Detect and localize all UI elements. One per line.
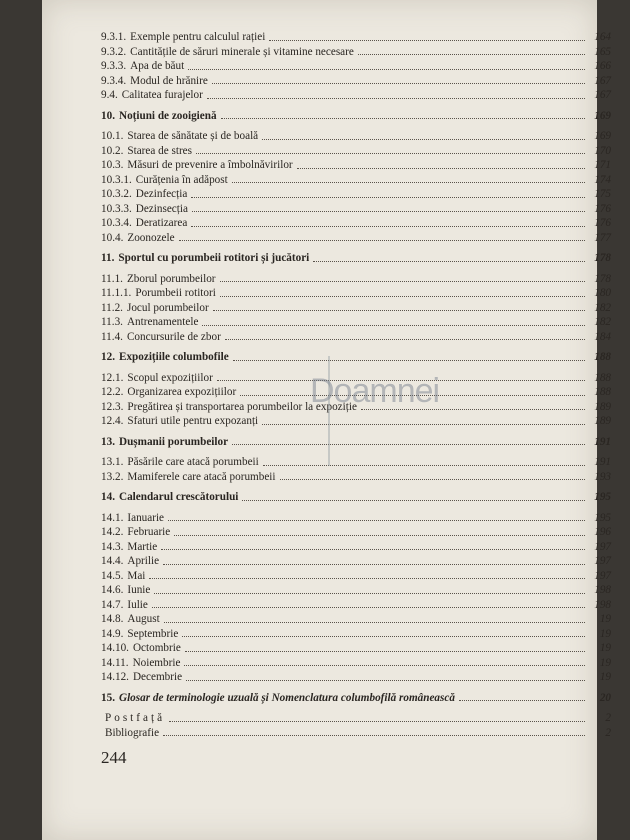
dot-leader bbox=[220, 281, 585, 282]
entry-page-number: 197 bbox=[594, 540, 611, 553]
entry-page-number: 184 bbox=[594, 330, 611, 343]
entry-title: Starea de stres bbox=[127, 144, 192, 157]
toc-entry bbox=[101, 470, 611, 485]
entry-title: Octombrie bbox=[132, 642, 181, 654]
toc-entry bbox=[101, 74, 611, 89]
entry-title: Exemple pentru calculul rației bbox=[130, 31, 266, 43]
entry-number: 12.2. bbox=[101, 386, 124, 398]
entry-page-number: 188 bbox=[594, 371, 611, 384]
entry-number: 13. bbox=[101, 435, 115, 448]
entry-title: Măsuri de prevenire a îmbolnăvirilor bbox=[127, 159, 293, 171]
entry-number: 14. bbox=[101, 491, 115, 503]
entry-number: 14.4. bbox=[101, 555, 124, 567]
entry-number: 9.4. bbox=[101, 89, 118, 101]
entry-page-number: 167 bbox=[594, 74, 611, 87]
entry-page-number: 2 bbox=[605, 726, 611, 739]
toc-entry bbox=[101, 144, 611, 159]
entry-number: 14.12. bbox=[101, 671, 129, 683]
toc-entry bbox=[101, 554, 611, 569]
entry-number: 10.1. bbox=[101, 130, 124, 142]
entry-number: 10.3. bbox=[101, 159, 124, 171]
entry-number: 9.3.4. bbox=[101, 74, 127, 87]
entry-title: Postfață bbox=[105, 712, 166, 724]
toc-entry bbox=[101, 455, 611, 470]
entry-title: Bibliografie bbox=[105, 726, 160, 739]
entry-page-number: 167 bbox=[594, 89, 611, 101]
entry-number: 10.3.1. bbox=[101, 173, 132, 186]
toc-entry bbox=[101, 711, 611, 726]
entry-title: Dușmanii porumbeilor bbox=[118, 435, 229, 448]
entry-title: Glosar de terminologie uzuală și Nomenclatura columbofilă românească bbox=[118, 691, 455, 704]
entry-title: Pregătirea și transportarea porumbeilor la expoziție bbox=[127, 400, 357, 413]
dot-leader bbox=[358, 54, 585, 55]
page-number: 244 bbox=[101, 748, 127, 767]
watermark-text: Doamnei bbox=[310, 372, 440, 410]
toc-entry bbox=[101, 627, 611, 642]
dot-leader bbox=[184, 665, 585, 666]
entry-title: Cantitățile de săruri minerale și vitamine necesare bbox=[130, 45, 354, 58]
entry-number: 14.5. bbox=[101, 569, 124, 582]
dot-leader bbox=[232, 182, 585, 183]
entry-title: Decembrie bbox=[132, 671, 183, 683]
dot-leader bbox=[202, 325, 585, 326]
dot-leader bbox=[152, 607, 585, 608]
entry-title: Mai bbox=[127, 569, 146, 582]
entry-number: 9.3.2. bbox=[101, 45, 127, 58]
dot-leader bbox=[225, 339, 585, 340]
entry-page-number: 19 bbox=[599, 642, 611, 654]
entry-number: 14.6. bbox=[101, 584, 124, 596]
entry-title: Expozițiile columbofile bbox=[118, 351, 229, 363]
toc-entry bbox=[101, 216, 611, 231]
dot-leader bbox=[179, 240, 585, 241]
toc-entry bbox=[101, 511, 611, 526]
entry-page-number: 198 bbox=[594, 598, 611, 611]
entry-page-number: 191 bbox=[594, 435, 611, 448]
entry-title: Curățenia în adăpost bbox=[135, 173, 228, 186]
entry-page-number: 182 bbox=[594, 316, 611, 328]
dot-leader bbox=[242, 500, 585, 501]
entry-page-number: 19 bbox=[599, 613, 611, 625]
entry-page-number: 195 bbox=[594, 491, 611, 503]
entry-page-number: 188 bbox=[594, 351, 611, 363]
entry-page-number: 182 bbox=[594, 301, 611, 314]
dot-leader bbox=[163, 564, 585, 565]
entry-title: Iulie bbox=[127, 598, 148, 611]
entry-title: Porumbeii rotitori bbox=[135, 287, 216, 299]
dot-leader bbox=[191, 226, 585, 227]
entry-title: Dezinsecția bbox=[135, 202, 188, 215]
dot-leader bbox=[263, 465, 585, 466]
entry-title: Jocul porumbeilor bbox=[126, 301, 209, 314]
entry-page-number: 178 bbox=[594, 272, 611, 285]
toc-entry bbox=[101, 231, 611, 246]
entry-number: 12. bbox=[101, 351, 115, 363]
entry-number: 12.1. bbox=[101, 371, 124, 384]
entry-title: Dezinfecția bbox=[135, 188, 188, 200]
entry-page-number: 175 bbox=[594, 188, 611, 200]
toc-entry bbox=[101, 59, 611, 74]
dot-leader bbox=[182, 636, 585, 637]
entry-number: 14.1. bbox=[101, 511, 124, 524]
entry-number: 11.3. bbox=[101, 316, 123, 328]
toc-entry bbox=[101, 301, 611, 316]
entry-number: 10.3.4. bbox=[101, 217, 132, 229]
entry-page-number: 177 bbox=[594, 231, 611, 244]
dot-leader bbox=[213, 310, 585, 311]
toc-entry bbox=[101, 330, 611, 345]
toc-chapter-entry bbox=[101, 490, 611, 505]
toc-entry bbox=[101, 129, 611, 144]
entry-number: 14.3. bbox=[101, 540, 124, 553]
dot-leader bbox=[297, 168, 585, 169]
entry-number: 14.8. bbox=[101, 613, 124, 625]
entry-page-number: 191 bbox=[594, 456, 611, 468]
entry-page-number: 198 bbox=[594, 584, 611, 596]
toc-chapter-entry bbox=[101, 251, 611, 266]
dot-leader bbox=[188, 69, 585, 70]
entry-number: 11.2. bbox=[101, 301, 123, 314]
entry-number: 10.3.2. bbox=[101, 188, 132, 200]
dot-leader bbox=[269, 40, 585, 41]
toc-entry bbox=[101, 158, 611, 173]
dot-leader bbox=[186, 680, 585, 681]
toc-entry bbox=[101, 286, 611, 301]
entry-page-number: 19 bbox=[599, 671, 611, 683]
dot-leader bbox=[212, 83, 585, 84]
entry-number: 14.9. bbox=[101, 627, 124, 640]
dot-leader bbox=[220, 296, 585, 297]
dot-leader bbox=[154, 593, 585, 594]
dot-leader bbox=[185, 651, 585, 652]
dot-leader bbox=[174, 535, 585, 536]
entry-title: Mamiferele care atacă porumbeii bbox=[127, 470, 276, 483]
entry-page-number: 188 bbox=[594, 386, 611, 398]
dot-leader bbox=[221, 118, 585, 119]
entry-page-number: 193 bbox=[594, 470, 611, 483]
dot-leader bbox=[207, 98, 585, 99]
toc-entry bbox=[101, 315, 611, 330]
entry-page-number: 176 bbox=[594, 202, 611, 215]
entry-page-number: 169 bbox=[594, 130, 611, 142]
entry-page-number: 189 bbox=[594, 415, 611, 427]
entry-number: 10. bbox=[101, 109, 115, 122]
entry-number: 11.4. bbox=[101, 330, 123, 343]
toc-entry bbox=[101, 540, 611, 555]
entry-title: Iunie bbox=[127, 584, 151, 596]
toc-entry bbox=[101, 612, 611, 627]
entry-title: Calendarul crescătorului bbox=[118, 491, 239, 503]
dot-leader bbox=[262, 139, 585, 140]
entry-title: Organizarea expozițiilor bbox=[127, 386, 237, 398]
watermark-frame bbox=[328, 356, 338, 466]
entry-title: Sfaturi utile pentru expozanți bbox=[127, 415, 259, 427]
toc-entry bbox=[101, 656, 611, 671]
entry-page-number: 170 bbox=[594, 144, 611, 157]
entry-title: Starea de sănătate și de boală bbox=[127, 130, 259, 142]
toc-entry bbox=[101, 45, 611, 60]
toc-entry bbox=[101, 641, 611, 656]
toc-chapter-entry bbox=[101, 109, 611, 124]
entry-title: Scopul expozițiilor bbox=[127, 371, 213, 384]
entry-title: Zborul porumbeilor bbox=[126, 272, 216, 285]
entry-page-number: 180 bbox=[594, 287, 611, 299]
toc-chapter-entry bbox=[101, 691, 611, 706]
dot-leader bbox=[313, 261, 585, 262]
entry-title: Zoonozele bbox=[127, 231, 175, 244]
toc-entry bbox=[101, 187, 611, 202]
entry-number: 14.11. bbox=[101, 656, 129, 669]
dot-leader bbox=[262, 424, 585, 425]
entry-title: Păsările care atacă porumbeii bbox=[127, 456, 259, 468]
entry-number: 14.2. bbox=[101, 526, 124, 538]
entry-title: Ianuarie bbox=[127, 511, 165, 524]
entry-number: 14.7. bbox=[101, 598, 124, 611]
entry-number: 14.10. bbox=[101, 642, 129, 654]
entry-title: Noțiuni de zooigienă bbox=[118, 109, 217, 122]
entry-title: Martie bbox=[127, 540, 158, 553]
entry-title: Sportul cu porumbeii rotitori și jucători bbox=[118, 252, 310, 264]
dot-leader bbox=[280, 479, 585, 480]
entry-page-number: 197 bbox=[594, 555, 611, 567]
entry-number: 10.2. bbox=[101, 144, 124, 157]
entry-page-number: 165 bbox=[594, 45, 611, 58]
entry-page-number: 19 bbox=[599, 627, 611, 640]
entry-number: 11.1. bbox=[101, 272, 123, 285]
entry-page-number: 19 bbox=[599, 656, 611, 669]
entry-number: 12.3. bbox=[101, 400, 124, 413]
entry-title: Apa de băut bbox=[130, 60, 185, 72]
dot-leader bbox=[459, 700, 585, 701]
entry-title: Calitatea furajelor bbox=[121, 89, 203, 101]
entry-title: Deratizarea bbox=[135, 217, 188, 229]
entry-page-number: 178 bbox=[594, 252, 611, 264]
dot-leader bbox=[191, 197, 585, 198]
entry-page-number: 174 bbox=[594, 173, 611, 186]
toc-entry bbox=[101, 88, 611, 103]
entry-number: 11. bbox=[101, 252, 115, 264]
entry-page-number: 164 bbox=[594, 31, 611, 43]
entry-title: August bbox=[127, 613, 160, 625]
dot-leader bbox=[149, 578, 585, 579]
entry-title: Noiembrie bbox=[132, 656, 181, 669]
entry-title: Septembrie bbox=[127, 627, 179, 640]
dot-leader bbox=[169, 721, 585, 722]
toc-entry bbox=[101, 202, 611, 217]
toc-chapter-entry bbox=[101, 435, 611, 450]
book-page bbox=[42, 0, 611, 840]
dot-leader bbox=[161, 549, 585, 550]
entry-number: 13.2. bbox=[101, 470, 124, 483]
entry-page-number: 2 bbox=[605, 712, 611, 724]
dot-leader bbox=[168, 520, 585, 521]
dot-leader bbox=[164, 622, 585, 623]
entry-title: Aprilie bbox=[127, 555, 160, 567]
toc-entry bbox=[101, 414, 611, 429]
dot-leader bbox=[192, 211, 585, 212]
entry-number: 10.4. bbox=[101, 231, 124, 244]
entry-page-number: 169 bbox=[594, 109, 611, 122]
entry-number: 9.3.3. bbox=[101, 60, 127, 72]
dot-leader bbox=[163, 735, 585, 736]
entry-page-number: 197 bbox=[594, 569, 611, 582]
toc-entry bbox=[101, 525, 611, 540]
entry-number: 10.3.3. bbox=[101, 202, 132, 215]
entry-page-number: 20 bbox=[599, 691, 611, 704]
toc-entry bbox=[101, 272, 611, 287]
entry-title: Februarie bbox=[127, 526, 171, 538]
entry-number: 15. bbox=[101, 691, 115, 704]
entry-page-number: 196 bbox=[594, 526, 611, 538]
toc-entry bbox=[101, 173, 611, 188]
entry-page-number: 189 bbox=[594, 400, 611, 413]
entry-page-number: 171 bbox=[594, 159, 611, 171]
entry-page-number: 166 bbox=[594, 60, 611, 72]
entry-page-number: 176 bbox=[594, 217, 611, 229]
toc-entry bbox=[101, 569, 611, 584]
dot-leader bbox=[232, 444, 585, 445]
watermark bbox=[310, 372, 439, 411]
dot-leader bbox=[233, 360, 585, 361]
entry-title: Antrenamentele bbox=[126, 316, 199, 328]
entry-title: Concursurile de zbor bbox=[126, 330, 221, 343]
toc-chapter-entry bbox=[101, 350, 611, 365]
dot-leader bbox=[196, 153, 585, 154]
entry-number: 11.1.1. bbox=[101, 287, 132, 299]
entry-number: 12.4. bbox=[101, 415, 124, 427]
toc-entry bbox=[101, 598, 611, 613]
toc-entry bbox=[101, 583, 611, 598]
toc-entry bbox=[101, 726, 611, 741]
entry-number: 13.1. bbox=[101, 456, 124, 468]
entry-number: 9.3.1. bbox=[101, 31, 127, 43]
entry-title: Modul de hrănire bbox=[130, 74, 208, 87]
entry-page-number: 195 bbox=[594, 511, 611, 524]
toc-entry bbox=[101, 30, 611, 45]
toc-entry bbox=[101, 670, 611, 685]
